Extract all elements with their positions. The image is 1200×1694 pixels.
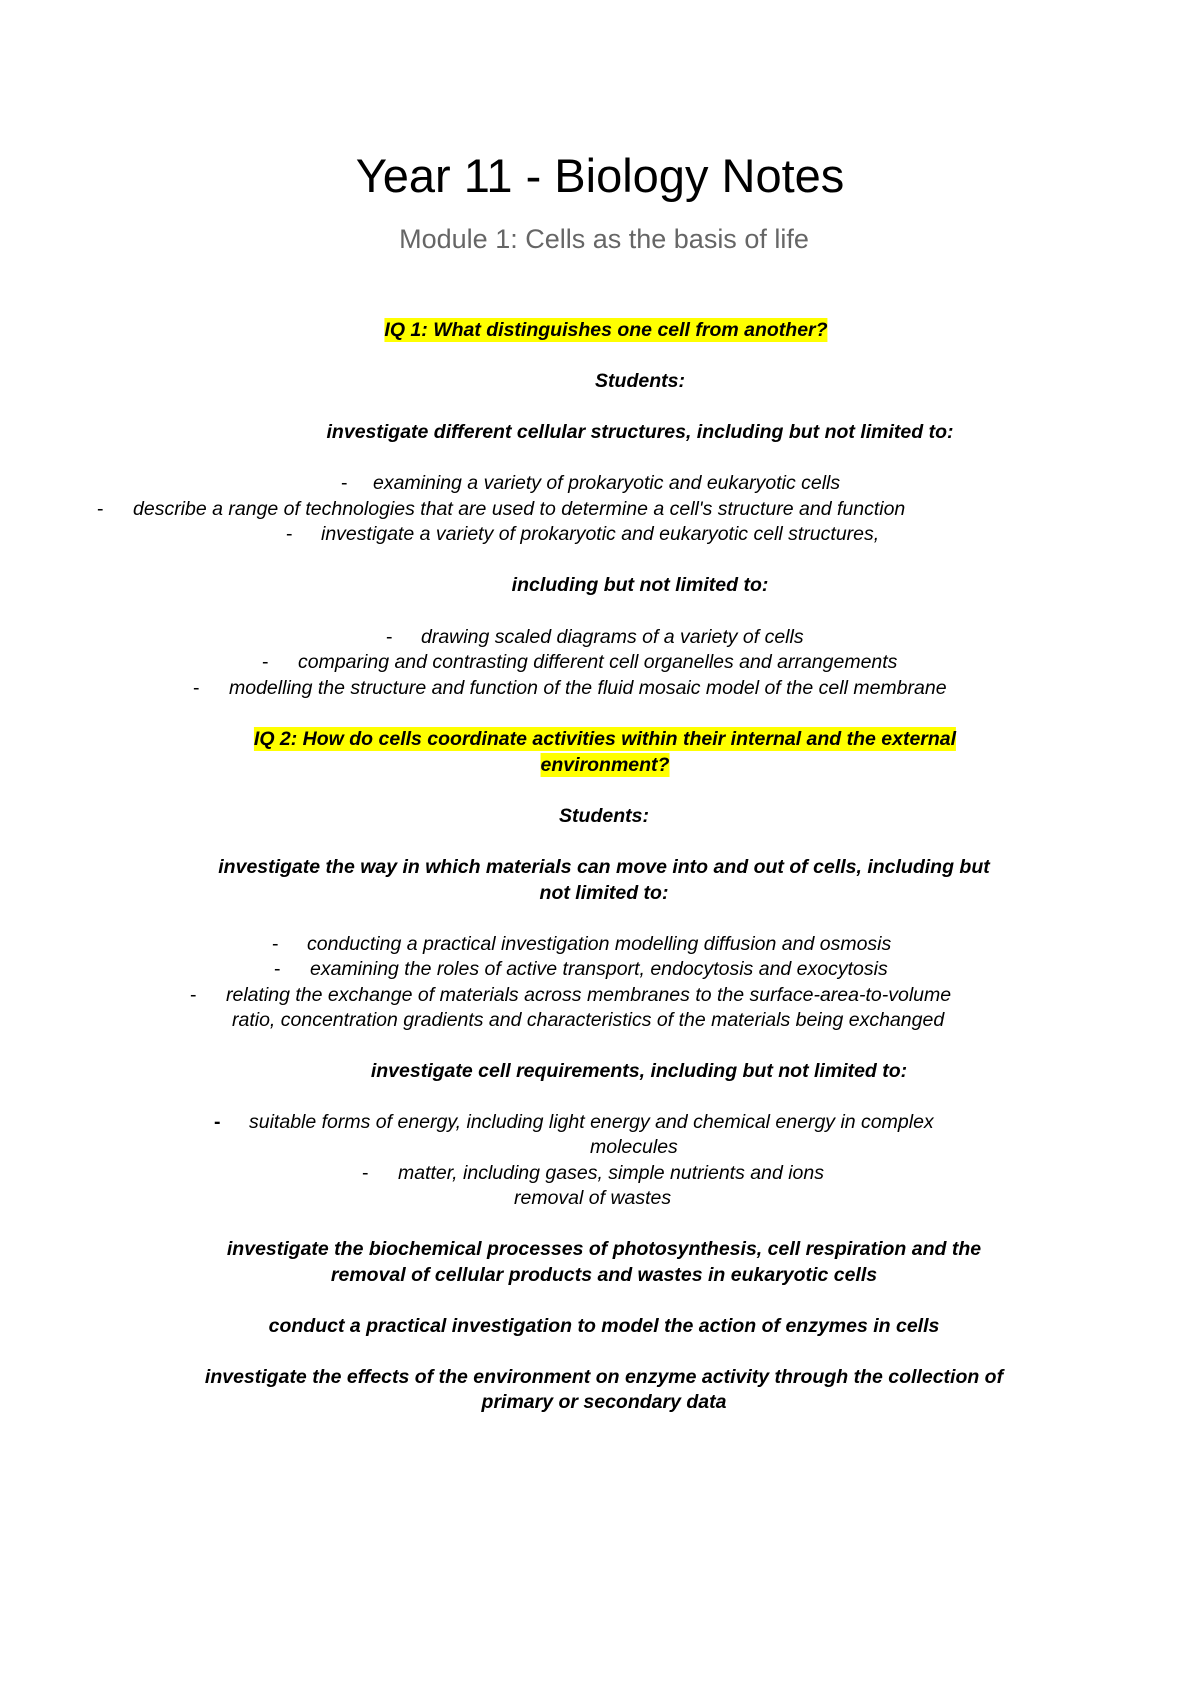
bullet-text: drawing scaled diagrams of a variety of cells (421, 626, 804, 648)
iq1-including: including but not limited to: (511, 574, 769, 596)
list-item (0, 1008, 1200, 1032)
iq2-investigate-cont: not limited to: (539, 882, 669, 904)
list-item (0, 497, 1200, 521)
iq2-investigate-line (0, 881, 1200, 905)
iq2-students-line (0, 804, 1200, 828)
iq2-requirements-line (0, 1059, 1200, 1083)
bullet-text: removal of wastes (514, 1187, 672, 1209)
bullet-text: ratio, concentration gradients and characteristics of the materials being exchanged (232, 1009, 945, 1031)
bullet-dash: - (214, 1111, 221, 1133)
iq2-effects-line (0, 1365, 1200, 1389)
document-title: Year 11 - Biology Notes (355, 149, 845, 202)
iq2-biochem-line (0, 1263, 1200, 1287)
iq2-heading-cont: environment? (540, 754, 670, 776)
list-item (0, 957, 1200, 981)
iq1-heading: IQ 1: What distinguishes one cell from another? (384, 319, 828, 341)
list-item (0, 625, 1200, 649)
iq2-requirements: investigate cell requirements, including but not limited to: (370, 1060, 908, 1082)
bullet-text: matter, including gases, simple nutrients and ions (398, 1162, 824, 1184)
bullet-text: describe a range of technologies that are used to determine a cell's structure and function (133, 498, 906, 520)
list-item (0, 522, 1200, 546)
iq2-effects-cont: primary or secondary data (481, 1391, 727, 1413)
list-item (0, 471, 1200, 495)
bullet-text: molecules (590, 1136, 678, 1158)
list-item (0, 650, 1200, 674)
iq2-effects: investigate the effects of the environment on enzyme activity through the collection of (204, 1366, 1004, 1388)
iq1-investigate-line (0, 420, 1200, 444)
iq2-heading-line (0, 727, 1200, 751)
list-item (0, 1161, 1200, 1185)
list-item (0, 1110, 1200, 1134)
bullet-dash: - (362, 1162, 369, 1184)
bullet-dash: - (272, 933, 279, 955)
bullet-dash: - (262, 651, 269, 673)
iq2-enzymes: conduct a practical investigation to model the action of enzymes in cells (268, 1315, 940, 1337)
bullet-text: comparing and contrasting different cell organelles and arrangements (298, 651, 898, 673)
bullet-dash: - (193, 677, 200, 699)
bullet-dash: - (190, 984, 197, 1006)
bullet-text: suitable forms of energy, including light energy and chemical energy in complex (249, 1111, 934, 1133)
iq1-heading-line (0, 318, 1200, 342)
iq2-effects-line (0, 1390, 1200, 1414)
document-subtitle: Module 1: Cells as the basis of life (399, 224, 809, 254)
bullet-text: investigate a variety of prokaryotic and eukaryotic cell structures, (321, 523, 880, 545)
iq2-students: Students: (559, 805, 649, 827)
bullet-text: relating the exchange of materials across membranes to the surface-area-to-volume (226, 984, 952, 1006)
iq1-students: Students: (595, 370, 685, 392)
bullet-dash: - (97, 498, 104, 520)
bullet-text: examining the roles of active transport, endocytosis and exocytosis (310, 958, 888, 980)
iq2-enzymes-line (0, 1314, 1200, 1338)
iq1-students-line (0, 369, 1200, 393)
list-item (0, 1135, 1200, 1159)
iq2-investigate-line (0, 855, 1200, 879)
iq2-heading-line (0, 753, 1200, 777)
list-item (0, 932, 1200, 956)
bullet-text: conducting a practical investigation modelling diffusion and osmosis (307, 933, 892, 955)
iq1-including-line (0, 573, 1200, 597)
iq1-investigate: investigate different cellular structures, including but not limited to: (326, 421, 954, 443)
list-item (0, 1186, 1200, 1210)
bullet-dash: - (286, 523, 293, 545)
iq2-investigate: investigate the way in which materials can move into and out of cells, including but (218, 856, 990, 878)
iq2-biochem-cont: removal of cellular products and wastes in eukaryotic cells (330, 1264, 878, 1286)
list-item (0, 983, 1200, 1007)
list-item (0, 676, 1200, 700)
bullet-dash: - (386, 626, 393, 648)
bullet-dash: - (274, 958, 281, 980)
iq2-heading: IQ 2: How do cells coordinate activities within their internal and the external (253, 728, 957, 750)
bullet-dash: - (341, 472, 348, 494)
bullet-text: modelling the structure and function of the fluid mosaic model of the cell membrane (229, 677, 947, 699)
bullet-text: examining a variety of prokaryotic and eukaryotic cells (373, 472, 841, 494)
iq2-biochem: investigate the biochemical processes of photosynthesis, cell respiration and the (226, 1238, 982, 1260)
iq2-biochem-line (0, 1237, 1200, 1261)
